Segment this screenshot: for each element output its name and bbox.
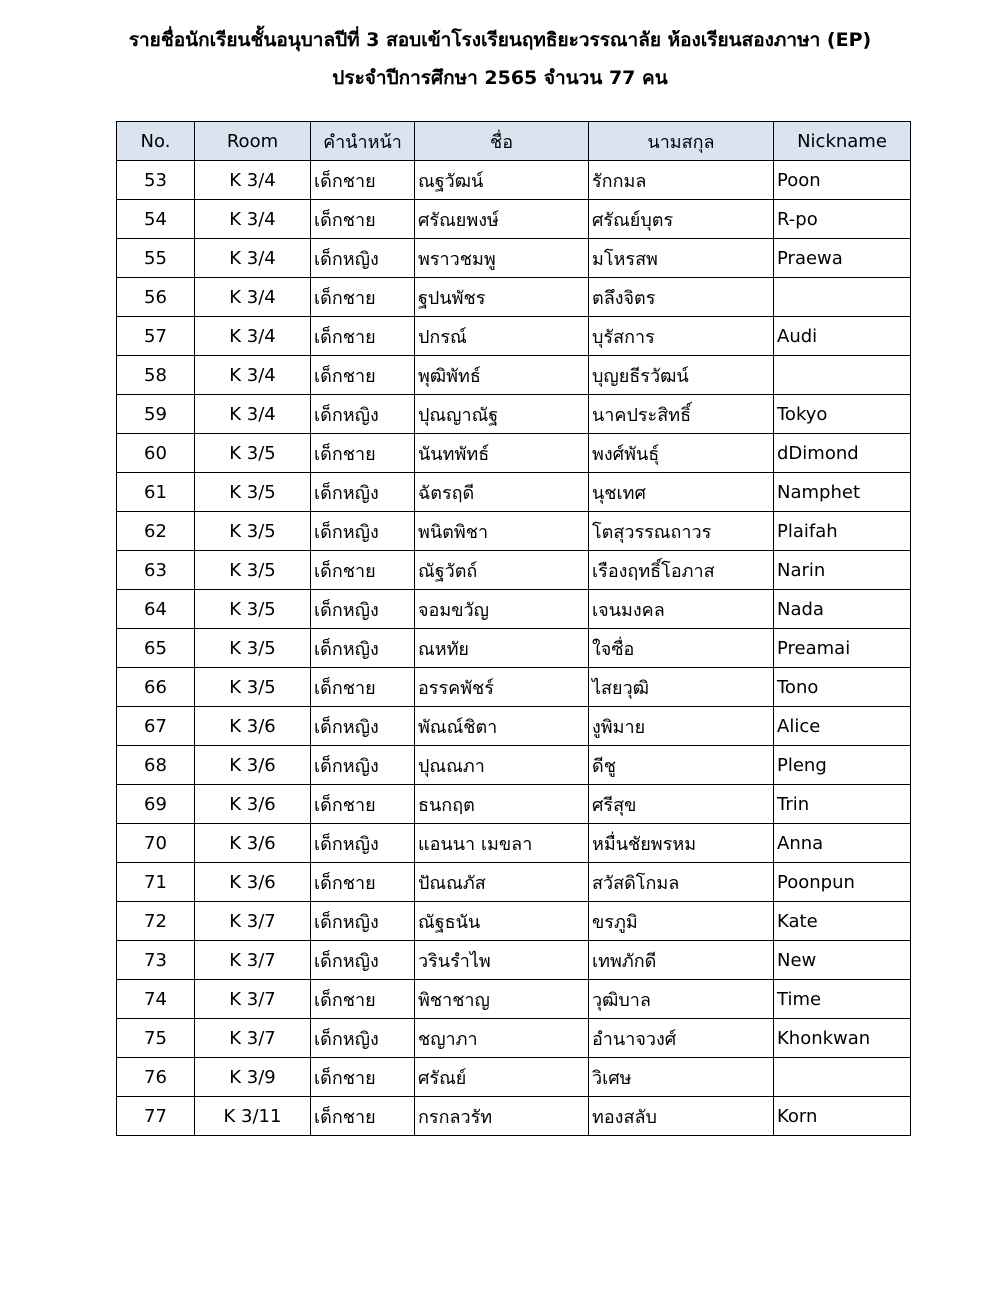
table-row xyxy=(117,434,911,473)
cell-nickname xyxy=(774,278,911,317)
cell-last-name: บุญยธีรวัฒน์ xyxy=(589,356,774,395)
cell-nickname: Audi xyxy=(774,317,911,356)
cell-nickname xyxy=(774,356,911,395)
cell-prefix: เด็กหญิง xyxy=(311,902,415,941)
cell-prefix: เด็กหญิง xyxy=(311,590,415,629)
cell-first-name: ปุณญาณัฐ xyxy=(415,395,589,434)
cell-room: K 3/4 xyxy=(195,239,311,278)
cell-no: 64 xyxy=(117,590,195,629)
cell-prefix: เด็กชาย xyxy=(311,356,415,395)
cell-no: 76 xyxy=(117,1058,195,1097)
cell-no: 62 xyxy=(117,512,195,551)
table-row xyxy=(117,473,911,512)
cell-nickname: Namphet xyxy=(774,473,911,512)
cell-prefix: เด็กหญิง xyxy=(311,395,415,434)
document-subtitle: ประจำปีการศึกษา 2565 จำนวน 77 คน xyxy=(332,67,668,89)
cell-last-name: อำนาจวงศ์ xyxy=(589,1019,774,1058)
table-row xyxy=(117,1058,911,1097)
cell-no: 69 xyxy=(117,785,195,824)
cell-first-name: พนิตพิชา xyxy=(415,512,589,551)
cell-room: K 3/6 xyxy=(195,824,311,863)
cell-no: 54 xyxy=(117,200,195,239)
cell-prefix: เด็กชาย xyxy=(311,317,415,356)
cell-prefix: เด็กชาย xyxy=(311,980,415,1019)
cell-room: K 3/7 xyxy=(195,941,311,980)
cell-prefix: เด็กหญิง xyxy=(311,473,415,512)
table-row xyxy=(117,668,911,707)
cell-room: K 3/6 xyxy=(195,785,311,824)
cell-room: K 3/9 xyxy=(195,1058,311,1097)
cell-last-name: สวัสดิโกมล xyxy=(589,863,774,902)
cell-no: 53 xyxy=(117,161,195,200)
cell-prefix: เด็กชาย xyxy=(311,434,415,473)
header-prefix: คำนำหน้า xyxy=(311,122,415,161)
cell-nickname: Khonkwan xyxy=(774,1019,911,1058)
cell-prefix: เด็กชาย xyxy=(311,668,415,707)
table-row xyxy=(117,512,911,551)
cell-no: 67 xyxy=(117,707,195,746)
cell-prefix: เด็กหญิง xyxy=(311,1019,415,1058)
header-no: No. xyxy=(117,122,195,161)
cell-last-name: ขรภูมิ xyxy=(589,902,774,941)
table-row xyxy=(117,1097,911,1136)
cell-last-name: โตสุวรรณถาวร xyxy=(589,512,774,551)
cell-first-name: ศรัณยพงษ์ xyxy=(415,200,589,239)
cell-first-name: ปุณณภา xyxy=(415,746,589,785)
cell-nickname: Pleng xyxy=(774,746,911,785)
table-row xyxy=(117,356,911,395)
cell-no: 75 xyxy=(117,1019,195,1058)
cell-room: K 3/5 xyxy=(195,434,311,473)
cell-last-name: เทพภักดี xyxy=(589,941,774,980)
cell-room: K 3/5 xyxy=(195,629,311,668)
cell-first-name: พุฒิพัทธ์ xyxy=(415,356,589,395)
cell-prefix: เด็กหญิง xyxy=(311,239,415,278)
cell-no: 63 xyxy=(117,551,195,590)
cell-room: K 3/4 xyxy=(195,317,311,356)
cell-prefix: เด็กหญิง xyxy=(311,707,415,746)
cell-nickname: Poonpun xyxy=(774,863,911,902)
student-table xyxy=(116,121,911,1136)
cell-room: K 3/6 xyxy=(195,863,311,902)
cell-first-name: แอนนา เมขลา xyxy=(415,824,589,863)
cell-first-name: กรกลวรัท xyxy=(415,1097,589,1136)
cell-first-name: ณฐวัฒน์ xyxy=(415,161,589,200)
table-row xyxy=(117,629,911,668)
cell-first-name: ปกรณ์ xyxy=(415,317,589,356)
cell-prefix: เด็กหญิง xyxy=(311,512,415,551)
cell-room: K 3/5 xyxy=(195,512,311,551)
cell-no: 59 xyxy=(117,395,195,434)
table-row xyxy=(117,551,911,590)
cell-room: K 3/5 xyxy=(195,668,311,707)
cell-last-name: ใจซื่อ xyxy=(589,629,774,668)
header-nickname: Nickname xyxy=(774,122,911,161)
cell-prefix: เด็กชาย xyxy=(311,200,415,239)
table-row xyxy=(117,161,911,200)
table-row xyxy=(117,200,911,239)
document-title: รายชื่อนักเรียนชั้นอนุบาลปีที่ 3 สอบเข้าโรงเรียนฤทธิยะวรรณาลัย ห้องเรียนสองภาษา (EP) xyxy=(128,29,872,51)
cell-prefix: เด็กหญิง xyxy=(311,746,415,785)
table-row xyxy=(117,863,911,902)
table-row xyxy=(117,746,911,785)
cell-prefix: เด็กชาย xyxy=(311,1097,415,1136)
cell-room: K 3/5 xyxy=(195,590,311,629)
cell-first-name: ณัฐธนัน xyxy=(415,902,589,941)
cell-room: K 3/11 xyxy=(195,1097,311,1136)
cell-nickname xyxy=(774,1058,911,1097)
cell-no: 55 xyxy=(117,239,195,278)
cell-no: 72 xyxy=(117,902,195,941)
cell-first-name: ฐปนพัชร xyxy=(415,278,589,317)
cell-no: 66 xyxy=(117,668,195,707)
cell-first-name: จอมขวัญ xyxy=(415,590,589,629)
cell-room: K 3/7 xyxy=(195,1019,311,1058)
table-row xyxy=(117,980,911,1019)
table-row xyxy=(117,941,911,980)
cell-nickname: Preamai xyxy=(774,629,911,668)
cell-room: K 3/6 xyxy=(195,707,311,746)
cell-first-name: พัณณ์ชิตา xyxy=(415,707,589,746)
cell-last-name: ทองสลับ xyxy=(589,1097,774,1136)
cell-last-name: ตลึงจิตร xyxy=(589,278,774,317)
cell-no: 56 xyxy=(117,278,195,317)
header-room: Room xyxy=(195,122,311,161)
cell-nickname: Time xyxy=(774,980,911,1019)
table-row xyxy=(117,707,911,746)
cell-room: K 3/7 xyxy=(195,980,311,1019)
table-row xyxy=(117,395,911,434)
cell-last-name: นุชเทศ xyxy=(589,473,774,512)
cell-room: K 3/4 xyxy=(195,395,311,434)
cell-last-name: บุรัสการ xyxy=(589,317,774,356)
cell-last-name: หมื่นชัยพรหม xyxy=(589,824,774,863)
table-row xyxy=(117,785,911,824)
cell-first-name: ฉัตรฤดี xyxy=(415,473,589,512)
cell-no: 70 xyxy=(117,824,195,863)
cell-room: K 3/4 xyxy=(195,356,311,395)
cell-prefix: เด็กหญิง xyxy=(311,824,415,863)
cell-prefix: เด็กชาย xyxy=(311,863,415,902)
table-row xyxy=(117,824,911,863)
cell-room: K 3/5 xyxy=(195,473,311,512)
cell-no: 74 xyxy=(117,980,195,1019)
cell-no: 60 xyxy=(117,434,195,473)
cell-room: K 3/5 xyxy=(195,551,311,590)
cell-prefix: เด็กชาย xyxy=(311,551,415,590)
cell-last-name: เรืองฤทธิ์โอภาส xyxy=(589,551,774,590)
table-row xyxy=(117,1019,911,1058)
cell-prefix: เด็กชาย xyxy=(311,161,415,200)
cell-no: 61 xyxy=(117,473,195,512)
cell-nickname: New xyxy=(774,941,911,980)
cell-prefix: เด็กหญิง xyxy=(311,941,415,980)
table-row xyxy=(117,317,911,356)
header-last-name: นามสกุล xyxy=(589,122,774,161)
cell-last-name: ศรีสุข xyxy=(589,785,774,824)
cell-nickname: Nada xyxy=(774,590,911,629)
cell-first-name: ปัณณภัส xyxy=(415,863,589,902)
header-first-name: ชื่อ xyxy=(415,122,589,161)
table-row xyxy=(117,902,911,941)
cell-last-name: ไสยวุฒิ xyxy=(589,668,774,707)
cell-prefix: เด็กชาย xyxy=(311,278,415,317)
cell-no: 65 xyxy=(117,629,195,668)
cell-last-name: ดีชู xyxy=(589,746,774,785)
cell-no: 71 xyxy=(117,863,195,902)
cell-first-name: ชญาภา xyxy=(415,1019,589,1058)
cell-first-name: พิชาชาญ xyxy=(415,980,589,1019)
cell-nickname: dDimond xyxy=(774,434,911,473)
cell-last-name: วุฒิบาล xyxy=(589,980,774,1019)
cell-nickname: Narin xyxy=(774,551,911,590)
cell-prefix: เด็กหญิง xyxy=(311,629,415,668)
cell-first-name: นันทพัทธ์ xyxy=(415,434,589,473)
cell-last-name: รักกมล xyxy=(589,161,774,200)
cell-nickname: Poon xyxy=(774,161,911,200)
cell-last-name: เจนมงคล xyxy=(589,590,774,629)
cell-nickname: Kate xyxy=(774,902,911,941)
table-row xyxy=(117,239,911,278)
cell-no: 68 xyxy=(117,746,195,785)
cell-first-name: ศรัณย์ xyxy=(415,1058,589,1097)
cell-nickname: Alice xyxy=(774,707,911,746)
cell-first-name: อรรคพัชร์ xyxy=(415,668,589,707)
cell-nickname: Tono xyxy=(774,668,911,707)
cell-last-name: มโหรสพ xyxy=(589,239,774,278)
cell-nickname: Tokyo xyxy=(774,395,911,434)
cell-nickname: Anna xyxy=(774,824,911,863)
cell-room: K 3/6 xyxy=(195,746,311,785)
cell-nickname: Trin xyxy=(774,785,911,824)
cell-room: K 3/4 xyxy=(195,161,311,200)
cell-no: 77 xyxy=(117,1097,195,1136)
cell-nickname: Plaifah xyxy=(774,512,911,551)
cell-prefix: เด็กชาย xyxy=(311,1058,415,1097)
cell-first-name: ณหทัย xyxy=(415,629,589,668)
cell-nickname: R-po xyxy=(774,200,911,239)
table-header-row xyxy=(117,122,911,161)
cell-last-name: งูพิมาย xyxy=(589,707,774,746)
cell-room: K 3/7 xyxy=(195,902,311,941)
cell-last-name: ศรัณย์บุตร xyxy=(589,200,774,239)
cell-first-name: วรินรำไพ xyxy=(415,941,589,980)
cell-first-name: พราวชมพู xyxy=(415,239,589,278)
cell-nickname: Korn xyxy=(774,1097,911,1136)
cell-nickname: Praewa xyxy=(774,239,911,278)
table-row xyxy=(117,590,911,629)
cell-first-name: ณัฐวัตถ์ xyxy=(415,551,589,590)
cell-first-name: ธนกฤต xyxy=(415,785,589,824)
cell-last-name: พงศ์พันธุ์ xyxy=(589,434,774,473)
table-row xyxy=(117,278,911,317)
cell-prefix: เด็กชาย xyxy=(311,785,415,824)
cell-no: 73 xyxy=(117,941,195,980)
cell-room: K 3/4 xyxy=(195,200,311,239)
cell-no: 57 xyxy=(117,317,195,356)
cell-last-name: นาคประสิทธิ์ xyxy=(589,395,774,434)
cell-no: 58 xyxy=(117,356,195,395)
cell-room: K 3/4 xyxy=(195,278,311,317)
cell-last-name: วิเศษ xyxy=(589,1058,774,1097)
